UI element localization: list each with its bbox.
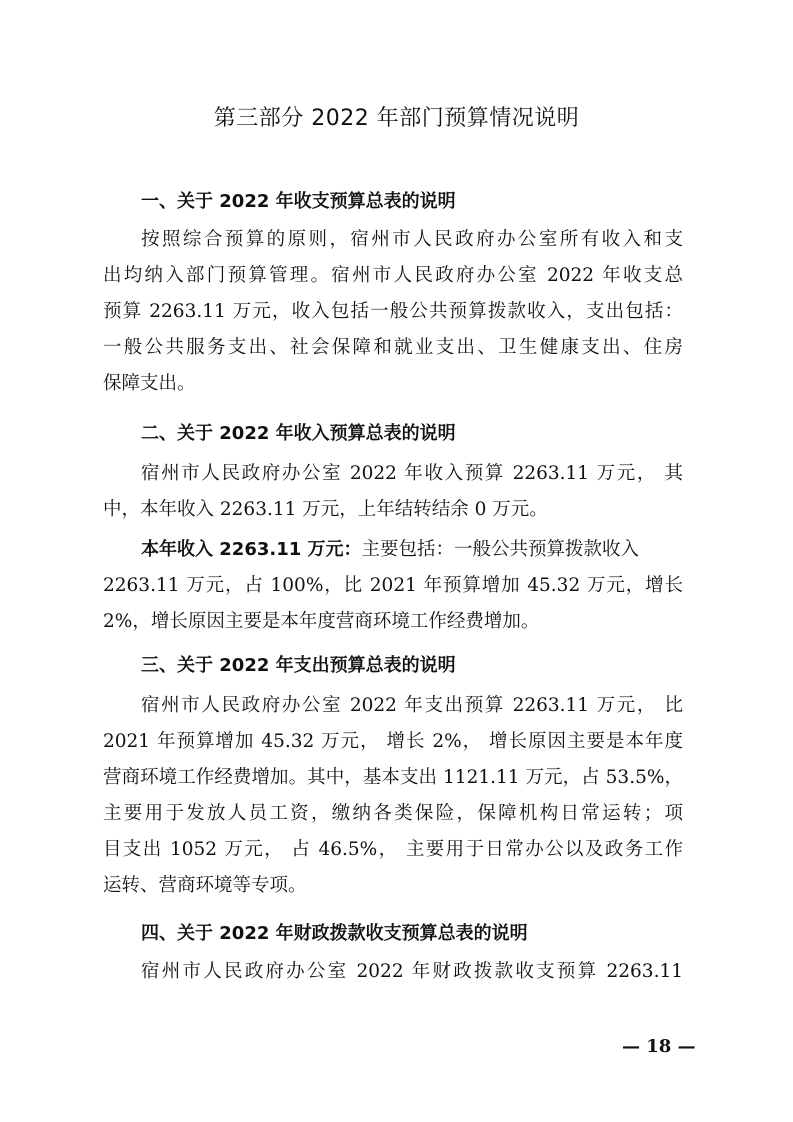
body-line: 运转、营商环境等专项。 xyxy=(103,875,307,896)
income-lead-rest: 主要包括：一般公共预算拨款收入 xyxy=(361,539,640,560)
body-line: 宿州市人民政府办公室 2022 年支出预算 2263.11 万元， 比 xyxy=(141,695,683,716)
body-line: 出均纳入部门预算管理。宿州市人民政府办公室 2022 年收支总 xyxy=(103,265,683,286)
body-line: 中，本年收入 2263.11 万元，上年结转结余 0 万元。 xyxy=(103,499,548,520)
income-lead: 本年收入 2263.11 万元： xyxy=(141,539,362,560)
body-line: 一般公共服务支出、社会保障和就业支出、卫生健康支出、住房 xyxy=(103,337,683,358)
body-line: 宿州市人民政府办公室 2022 年收入预算 2263.11 万元， 其 xyxy=(141,463,683,484)
body-line: 2%，增长原因主要是本年度营商环境工作经费增加。 xyxy=(103,611,540,632)
body-line: 预算 2263.11 万元，收入包括一般公共预算拨款收入，支出包括： xyxy=(103,301,683,322)
body-line: 目支出 1052 万元， 占 46.5%， 主要用于日常办公以及政务工作 xyxy=(103,839,683,860)
section-heading-3: 三、关于 2022 年支出预算总表的说明 xyxy=(141,655,456,676)
body-line: 主要用于发放人员工资，缴纳各类保险，保障机构日常运转；项 xyxy=(103,803,683,824)
section-heading-2: 二、关于 2022 年收入预算总表的说明 xyxy=(141,423,456,444)
body-line: 2021 年预算增加 45.32 万元， 增长 2%， 增长原因主要是本年度 xyxy=(103,731,683,752)
section-heading-4: 四、关于 2022 年财政拨款收支预算总表的说明 xyxy=(141,923,528,944)
page-title: 第三部分 2022 年部门预算情况说明 xyxy=(213,106,580,131)
body-line: 营商环境工作经费增加。其中，基本支出 1121.11 万元，占 53.5%， xyxy=(103,767,683,788)
income-paragraph-first-line xyxy=(141,532,683,568)
page-number: — 18 — xyxy=(622,1036,696,1057)
body-line: 2263.11 万元，占 100%，比 2021 年预算增加 45.32 万元，增长 xyxy=(103,575,683,596)
section-heading-1: 一、关于 2022 年收支预算总表的说明 xyxy=(141,191,456,212)
body-line: 宿州市人民政府办公室 2022 年财政拨款收支预算 2263.11 xyxy=(141,961,683,982)
body-line: 按照综合预算的原则，宿州市人民政府办公室所有收入和支 xyxy=(141,229,683,250)
body-line: 保障支出。 xyxy=(103,373,196,394)
